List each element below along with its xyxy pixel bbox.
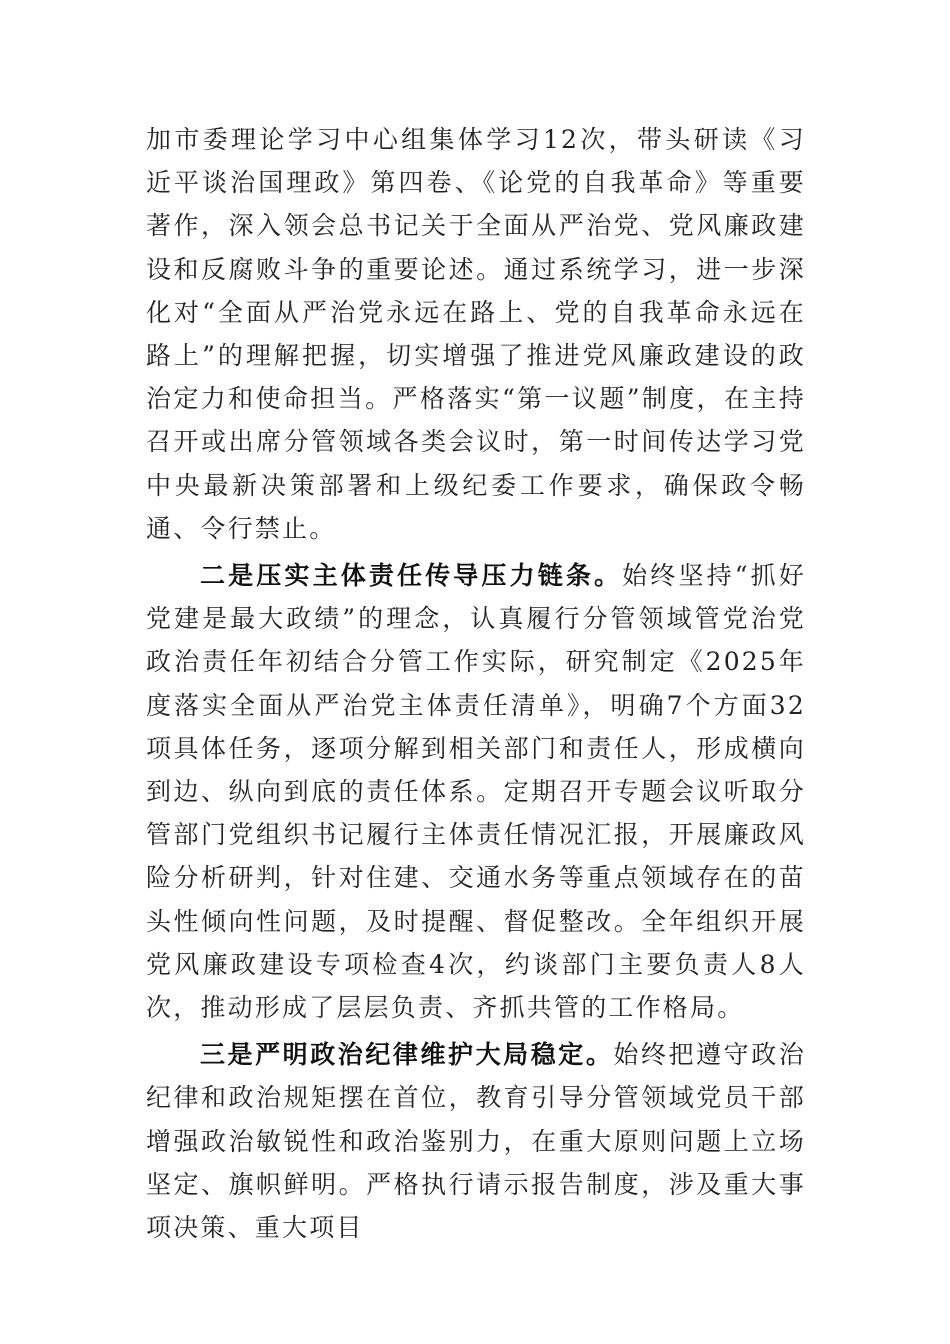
paragraph-responsibility <box>146 554 806 1029</box>
paragraph-lead: 三是严明政治纪律维护大局稳定。 <box>200 1040 614 1070</box>
paragraph-body: 始终把遵守政治纪律和政治规矩摆在首位，教育引导分管领域党员干部增强政治敏锐性和政治鉴别力，在重大原则问题上立场坚定、旗帜鲜明。严格执行请示报告制度，涉及重大事项决策、重大项目 <box>146 1040 806 1243</box>
paragraph-discipline <box>146 1033 806 1249</box>
paragraph-body: 加市委理论学习中心组集体学习12次，带头研读《习近平谈治国理政》第四卷、《论党的自我革命》等重要著作，深入领会总书记关于全面从严治党、党风廉政建设和反腐败斗争的重要论述。通过系统学习，进一步深化对“全面从严治党永远在路上、党的自我革命永远在路上”的理解把握，切实增强了推进党风廉政建设的政治定力和使命担当。严格落实“第一议题”制度，在主持召开或出席分管领域各类会议时，第一时间传达学习党中央最新决策部署和上级纪委工作要求，确保政令畅通、令行禁止。 <box>146 125 806 543</box>
paragraph-lead: 二是压实主体责任传导压力链条。 <box>200 561 623 591</box>
paragraph-study <box>146 118 806 550</box>
paragraph-body: 始终坚持“抓好党建是最大政绩”的理念，认真履行分管领域管党治党政治责任年初结合分管工作实际，研究制定《2025年度落实全面从严治党主体责任清单》，明确7个方面32项具体任务，逐项分解到相关部门和责任人，形成横向到边、纵向到底的责任体系。定期召开专题会议听取分管部门党组织书记履行主体责任情况汇报，开展廉政风险分析研判，针对住建、交通水务等重点领域存在的苗头性倾向性问题，及时提醒、督促整改。全年组织开展党风廉政建设专项检查4次，约谈部门主要负责人8人次，推动形成了层层负责、齐抓共管的工作格局。 <box>146 561 806 1023</box>
document-page <box>146 118 806 1249</box>
